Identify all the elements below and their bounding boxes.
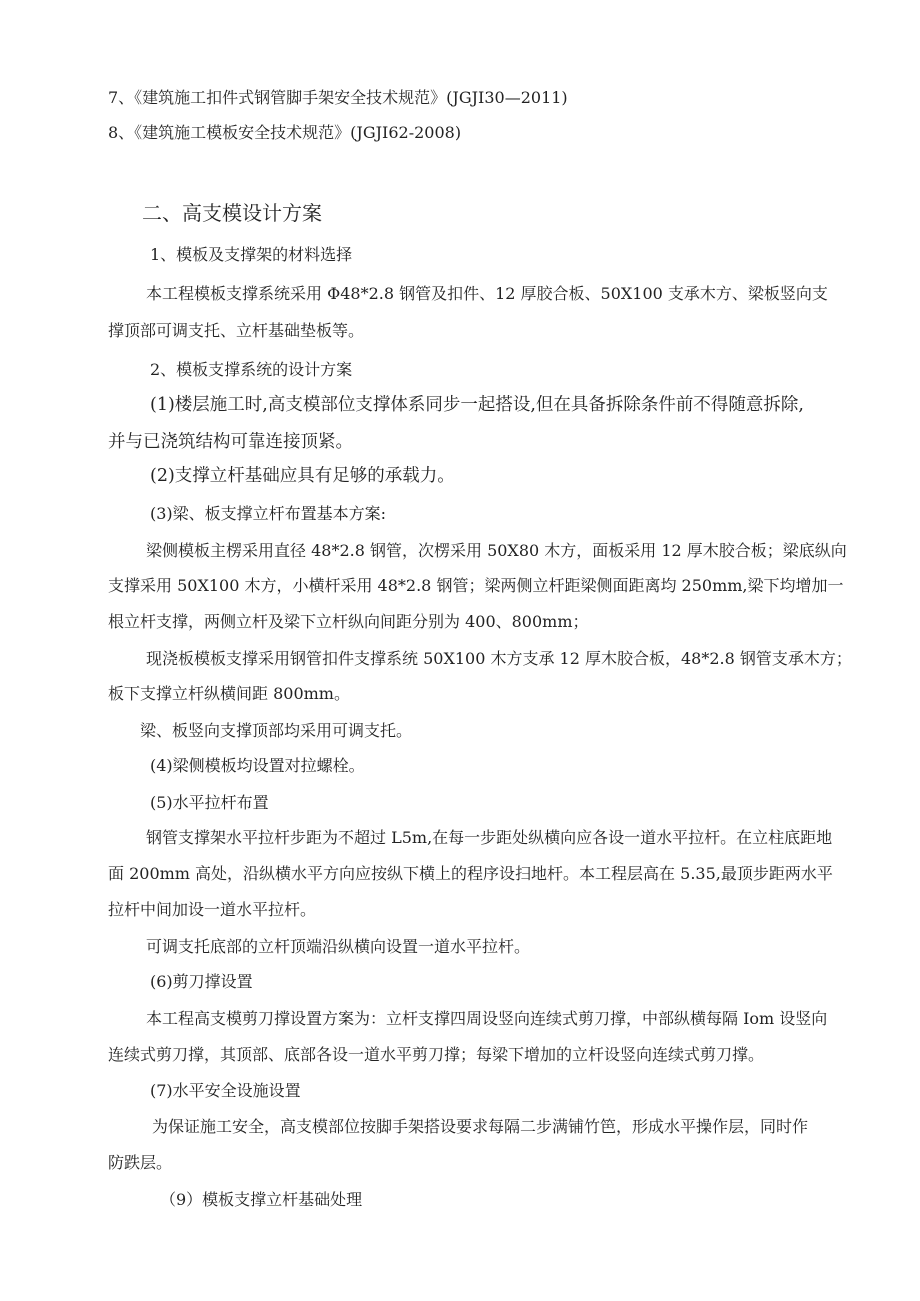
paragraph-line: 现浇板模板支撑采用钢管扣件支撑系统 50X100 木方支承 12 厚木胶合板，48*2.8 钢管支承木方； [146, 649, 852, 668]
paragraph-line: 防跌层。 [108, 1153, 173, 1172]
section-heading: 二、高支模设计方案 [142, 201, 322, 225]
paragraph-line: 本工程高支模剪刀撑设置方案为：立杆支撑四周设竖向连续式剪刀撑，中部纵横每隔 Iom 设竖向 [146, 1009, 828, 1028]
list-item: (2)支撑立杆基础应具有足够的承载力。 [150, 466, 455, 486]
list-item-heading: （9）模板支撑立杆基础处理 [160, 1190, 363, 1209]
paragraph-line: 支撑采用 50X100 木方，小横杆采用 48*2.8 钢管；梁两侧立杆距梁侧面距离均 250mm,梁下均增加一 [108, 576, 844, 595]
paragraph-line: 并与已浇筑结构可靠连接顶紧。 [108, 432, 353, 452]
paragraph-line: 本工程模板支撑系统采用 Φ48*2.8 钢管及扣件、12 厚胶合板、50X100 支承木方、梁板竖向支 [146, 284, 828, 303]
subsection-heading-1: 1、模板及支撑架的材料选择 [150, 245, 353, 264]
paragraph-line: 可调支托底部的立杆顶端沿纵横向设置一道水平拉杆。 [146, 937, 531, 956]
list-item-heading: (3)梁、板支撑立杆布置基本方案: [150, 504, 387, 523]
reference-item-7: 7、《建筑施工扣件式钢管脚手架安全技术规范》(JGJI30—2011) [108, 88, 568, 107]
list-item: (4)梁侧模板均设置对拉螺栓。 [150, 756, 365, 775]
paragraph-line: 梁侧模板主楞采用直径 48*2.8 钢管，次楞采用 50X80 木方，面板采用 12 厚木胶合板；梁底纵向 [146, 541, 847, 560]
paragraph-line: 根立杆支撑，两侧立杆及梁下立杆纵向间距分别为 400、800mm； [108, 612, 589, 631]
subsection-heading-2: 2、模板支撑系统的设计方案 [150, 360, 353, 379]
list-item-heading: (7)水平安全设施设置 [150, 1081, 301, 1100]
paragraph-line: 撑顶部可调支托、立杆基础垫板等。 [108, 321, 365, 340]
list-item-heading: (5)水平拉杆布置 [150, 793, 269, 812]
paragraph-line: 梁、板竖向支撑顶部均采用可调支托。 [140, 721, 413, 740]
paragraph-line: 面 200mm 高处，沿纵横水平方向应按纵下横上的程序设扫地杆。本工程层高在 5.35,最顶步距两水平 [108, 864, 833, 883]
paragraph-line: 连续式剪刀撑，其顶部、底部各设一道水平剪刀撑；每梁下增加的立杆设竖向连续式剪刀撑。 [108, 1045, 765, 1064]
paragraph-line: 拉杆中间加设一道水平拉杆。 [108, 900, 317, 919]
paragraph-line: 为保证施工安全，高支模部位按脚手架搭设要求每隔二步满铺竹笆，形成水平操作层，同时作 [152, 1117, 809, 1136]
paragraph-line: 板下支撑立杆纵横间距 800mm。 [108, 684, 350, 703]
list-item-heading: (6)剪刀撑设置 [150, 972, 253, 991]
paragraph-line: 钢管支撑架水平拉杆步距为不超过 L5m,在每一步距处纵横向应各设一道水平拉杆。在立柱底距地 [146, 828, 833, 847]
paragraph-line: (1)楼层施工时,高支模部位支撑体系同步一起搭设,但在具备拆除条件前不得随意拆除, [150, 395, 804, 415]
reference-item-8: 8、《建筑施工模板安全技术规范》(JGJI62-2008) [108, 123, 462, 142]
